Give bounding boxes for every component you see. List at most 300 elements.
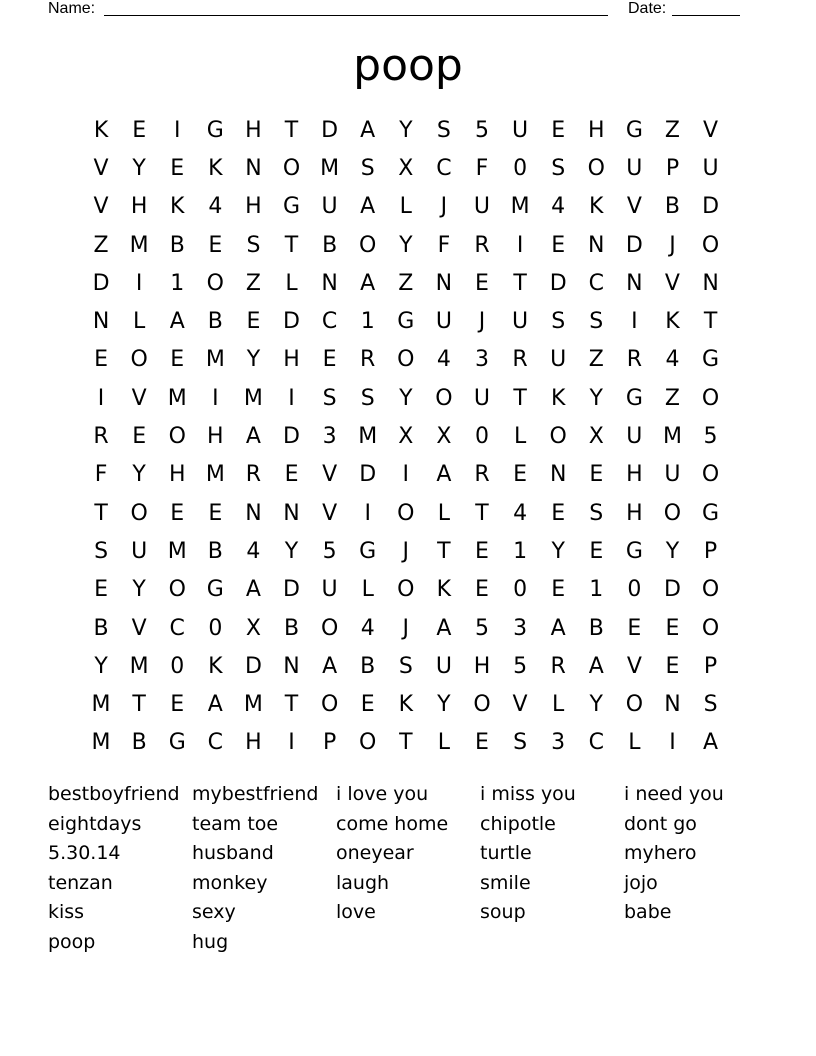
grid-letter: K <box>436 577 452 603</box>
grid-letter: M <box>205 462 225 488</box>
grid-letter: U <box>512 309 529 335</box>
grid-letter: S <box>589 309 604 335</box>
grid-letter: G <box>702 347 720 373</box>
grid-letter: O <box>701 385 720 411</box>
word-list-item: i miss you <box>480 783 576 805</box>
grid-letter: O <box>397 347 415 373</box>
grid-letter: A <box>169 309 185 335</box>
grid-letter: P <box>322 730 337 756</box>
grid-letter: Y <box>132 577 146 603</box>
grid-letter: K <box>170 194 185 220</box>
word-list-item: monkey <box>192 871 268 894</box>
grid-letter: I <box>288 730 295 756</box>
grid-letter: O <box>359 232 377 258</box>
grid-letter: 3 <box>551 730 566 756</box>
grid-letter: R <box>93 424 109 450</box>
grid-letter: U <box>435 653 452 679</box>
grid-letter: E <box>551 232 566 258</box>
word-list-item: kiss <box>48 901 85 924</box>
grid-letter: O <box>397 577 415 603</box>
grid-letter: 4 <box>513 500 528 526</box>
grid-letter: D <box>283 309 300 335</box>
grid-letter: O <box>625 692 644 718</box>
word-list-item: team toe <box>192 812 279 835</box>
grid-letter: I <box>402 462 410 488</box>
grid-letter: H <box>626 462 643 488</box>
grid-letter: Y <box>399 232 413 258</box>
grid-letter: V <box>626 194 642 220</box>
grid-letter: L <box>437 730 451 756</box>
name-field[interactable] <box>104 15 608 16</box>
grid-letter: O <box>130 347 148 373</box>
grid-letter: B <box>207 309 223 335</box>
grid-letter: E <box>170 692 185 718</box>
grid-letter: E <box>284 462 299 488</box>
grid-letter: U <box>664 462 681 488</box>
grid-letter: U <box>435 309 452 335</box>
grid-letter: T <box>284 692 299 718</box>
grid-letter: K <box>398 692 414 718</box>
grid-letter: 4 <box>436 347 451 373</box>
grid-letter: H <box>626 500 643 526</box>
word-list-item: love <box>336 901 376 924</box>
grid-letter: B <box>93 615 109 641</box>
grid-letter: Y <box>399 117 413 143</box>
grid-letter: Y <box>437 692 451 718</box>
grid-letter: E <box>551 500 566 526</box>
grid-letter: S <box>703 692 718 718</box>
grid-letter: M <box>167 538 187 564</box>
word-list-item: chipotle <box>480 812 556 835</box>
grid-letter: N <box>588 232 605 258</box>
grid-letter: S <box>436 117 451 143</box>
grid-letter: H <box>283 347 300 373</box>
word-list-item: jojo <box>624 871 658 894</box>
grid-letter: R <box>474 462 490 488</box>
grid-letter: Y <box>94 653 108 679</box>
grid-letter: O <box>701 232 720 258</box>
word-list-item: mybestfriend <box>192 783 319 805</box>
grid-letter: E <box>94 577 108 603</box>
grid-letter: M <box>205 347 225 373</box>
word-list-item: myhero <box>624 842 697 865</box>
grid-letter: E <box>170 155 185 181</box>
grid-letter: M <box>129 653 149 679</box>
grid-letter: I <box>364 500 371 526</box>
grid-letter: I <box>631 309 638 335</box>
grid-letter: E <box>513 462 528 488</box>
grid-letter: E <box>170 500 185 526</box>
grid-letter: 4 <box>360 615 375 641</box>
grid-letter: E <box>589 462 604 488</box>
grid-letter: M <box>358 424 378 450</box>
grid-letter: T <box>132 692 146 718</box>
grid-letter: E <box>475 577 489 603</box>
grid-letter: A <box>550 615 566 641</box>
date-field[interactable] <box>672 15 740 16</box>
grid-letter: S <box>551 309 566 335</box>
grid-letter: F <box>437 232 451 258</box>
grid-letter: M <box>167 385 187 411</box>
grid-letter: 1 <box>589 577 604 603</box>
grid-letter: J <box>478 309 486 335</box>
grid-letter: 3 <box>322 424 337 450</box>
grid-letter: E <box>665 653 680 679</box>
grid-letter: N <box>549 462 567 488</box>
grid-letter: O <box>168 424 186 450</box>
grid-letter: R <box>550 653 566 679</box>
grid-letter: G <box>168 730 186 756</box>
grid-letter: 0 <box>513 155 528 181</box>
grid-letter: T <box>513 385 527 411</box>
grid-letter: 4 <box>246 538 261 564</box>
grid-letter: T <box>703 309 718 335</box>
grid-letter: D <box>244 653 262 679</box>
grid-letter: Y <box>284 538 299 564</box>
grid-letter: S <box>513 730 528 756</box>
grid-letter: 0 <box>627 577 642 603</box>
word-list-item: 5.30.14 <box>48 842 121 865</box>
grid-letter: I <box>135 270 143 296</box>
grid-letter: S <box>360 385 375 411</box>
grid-letter: E <box>132 117 147 143</box>
grid-letter: H <box>207 424 224 450</box>
word-list-item: babe <box>624 901 672 924</box>
grid-letter: A <box>245 424 261 450</box>
grid-letter: Y <box>551 538 565 564</box>
word-list-item: husband <box>192 842 274 865</box>
grid-letter: V <box>703 117 719 143</box>
grid-letter: A <box>245 577 261 603</box>
grid-letter: D <box>702 194 720 220</box>
grid-letter: E <box>132 424 147 450</box>
grid-letter: E <box>551 577 566 603</box>
word-list-item: hug <box>192 930 229 953</box>
grid-letter: H <box>245 194 262 220</box>
grid-letter: D <box>359 462 377 488</box>
grid-letter: V <box>93 194 109 220</box>
grid-letter: G <box>206 577 224 603</box>
grid-letter: T <box>284 232 299 258</box>
grid-letter: D <box>92 270 110 296</box>
grid-letter: V <box>131 385 147 411</box>
grid-letter: Y <box>399 385 413 411</box>
grid-letter: U <box>321 577 338 603</box>
word-list <box>48 780 768 958</box>
grid-letter: O <box>168 577 186 603</box>
grid-letter: G <box>359 538 377 564</box>
grid-letter: E <box>246 309 261 335</box>
grid-letter: E <box>94 347 108 373</box>
grid-letter: M <box>91 692 111 718</box>
grid-letter: C <box>207 730 224 756</box>
grid-letter: E <box>589 538 604 564</box>
grid-letter: F <box>94 462 108 488</box>
grid-letter: J <box>402 538 410 564</box>
grid-letter: I <box>212 385 219 411</box>
page-title: poop <box>353 40 463 91</box>
grid-letter: A <box>207 692 223 718</box>
grid-letter: S <box>398 653 413 679</box>
grid-letter: S <box>360 155 375 181</box>
grid-letter: V <box>664 270 680 296</box>
word-list-item: tenzan <box>48 871 113 894</box>
grid-letter: L <box>552 692 565 718</box>
word-list-item: smile <box>480 871 531 894</box>
grid-letter: Y <box>589 692 603 718</box>
grid-letter: M <box>243 692 263 718</box>
grid-letter: N <box>321 270 338 296</box>
grid-letter: J <box>402 615 410 641</box>
grid-letter: X <box>398 155 414 181</box>
grid-letter: M <box>91 730 111 756</box>
grid-letter: O <box>320 692 339 718</box>
grid-letter: N <box>664 692 681 718</box>
grid-letter: 1 <box>513 538 528 564</box>
grid-letter: O <box>397 500 415 526</box>
grid-letter: V <box>322 462 338 488</box>
grid-letter: L <box>133 309 146 335</box>
grid-letter: Z <box>245 270 261 296</box>
grid-letter: J <box>669 232 676 258</box>
grid-letter: 5 <box>703 424 718 450</box>
grid-letter: E <box>208 232 223 258</box>
word-list-item: bestboyfriend <box>48 783 180 805</box>
grid-letter: D <box>625 232 643 258</box>
grid-letter: O <box>701 615 720 641</box>
grid-letter: N <box>245 155 262 181</box>
grid-letter: S <box>94 538 109 564</box>
grid-letter: I <box>97 385 105 411</box>
grid-letter: X <box>436 424 452 450</box>
grid-letter: R <box>512 347 528 373</box>
header <box>48 0 748 20</box>
word-list-item: oneyear <box>336 842 414 865</box>
grid-letter: S <box>589 500 604 526</box>
grid-letter: L <box>361 577 374 603</box>
grid-letter: T <box>437 538 451 564</box>
grid-letter: O <box>549 424 567 450</box>
grid-letter: N <box>245 500 262 526</box>
grid-letter: 0 <box>513 577 528 603</box>
grid-letter: O <box>282 155 301 181</box>
grid-letter: H <box>587 117 605 143</box>
grid-letter: K <box>93 117 109 143</box>
grid-letter: D <box>549 270 567 296</box>
grid-letter: T <box>475 500 489 526</box>
word-list-item: i love you <box>336 783 429 805</box>
grid-letter: 4 <box>665 347 680 373</box>
grid-letter: U <box>626 424 643 450</box>
grid-letter: E <box>475 270 489 296</box>
word-list-item: sexy <box>192 901 236 924</box>
grid-letter: G <box>206 117 224 143</box>
grid-letter: B <box>360 653 376 679</box>
grid-letter: V <box>322 500 338 526</box>
grid-letter: O <box>701 462 720 488</box>
grid-letter: G <box>282 194 301 220</box>
grid-letter: L <box>399 194 412 220</box>
grid-letter: 5 <box>322 538 337 564</box>
grid-letter: U <box>473 194 491 220</box>
word-list-item: laugh <box>336 871 390 894</box>
grid-letter: 5 <box>474 117 489 143</box>
grid-letter: S <box>322 385 337 411</box>
grid-letter: N <box>92 309 110 335</box>
grid-letter: C <box>588 730 604 756</box>
grid-letter: T <box>399 730 413 756</box>
grid-letter: U <box>550 347 567 373</box>
grid-letter: T <box>94 500 108 526</box>
grid-letter: R <box>626 347 642 373</box>
name-label: Name: <box>48 0 96 17</box>
grid-letter: N <box>435 270 453 296</box>
grid-letter: G <box>625 385 643 411</box>
grid-letter: Z <box>588 347 604 373</box>
grid-letter: 3 <box>474 347 489 373</box>
grid-letter: P <box>703 653 718 679</box>
grid-letter: D <box>321 117 339 143</box>
grid-letter: O <box>435 385 453 411</box>
grid-letter: G <box>625 117 643 143</box>
grid-letter: N <box>702 270 719 296</box>
grid-letter: E <box>665 615 680 641</box>
grid-letter: L <box>437 500 451 526</box>
grid-letter: M <box>662 424 682 450</box>
grid-letter: C <box>321 309 338 335</box>
grid-letter: G <box>702 500 720 526</box>
grid-letter: M <box>129 232 149 258</box>
grid-letter: I <box>669 730 676 756</box>
grid-letter: 5 <box>513 653 528 679</box>
grid-letter: I <box>173 117 181 143</box>
grid-letter: Z <box>93 232 109 258</box>
word-list-item: i need you <box>624 783 724 805</box>
grid-letter: Z <box>664 385 680 411</box>
grid-letter: P <box>703 538 718 564</box>
grid-letter: V <box>93 155 109 181</box>
grid-letter: 1 <box>360 309 375 335</box>
grid-letter: C <box>588 270 604 296</box>
grid-letter: Y <box>589 385 603 411</box>
grid-letter: 1 <box>170 270 185 296</box>
grid-letter: U <box>131 538 148 564</box>
grid-letter: I <box>516 232 524 258</box>
grid-letter: A <box>360 270 376 296</box>
grid-letter: Y <box>246 347 261 373</box>
grid-letter: S <box>246 232 261 258</box>
grid-letter: U <box>702 155 719 181</box>
grid-letter: A <box>436 615 452 641</box>
grid-letter: X <box>588 424 604 450</box>
grid-letter: U <box>473 385 491 411</box>
grid-letter: C <box>169 615 185 641</box>
grid-letter: H <box>130 194 148 220</box>
grid-letter: X <box>245 615 261 641</box>
grid-letter: V <box>131 615 147 641</box>
grid-letter: T <box>513 270 527 296</box>
grid-letter: C <box>436 155 452 181</box>
grid-letter: 3 <box>513 615 528 641</box>
grid-letter: 4 <box>208 194 223 220</box>
word-list-item: poop <box>48 930 96 953</box>
grid-letter: H <box>245 730 262 756</box>
grid-letter: E <box>360 692 375 718</box>
grid-letter: B <box>588 615 604 641</box>
grid-letter: K <box>550 385 566 411</box>
grid-letter: N <box>626 270 643 296</box>
grid-letter: B <box>664 194 680 220</box>
grid-letter: T <box>284 117 299 143</box>
grid-letter: E <box>475 538 489 564</box>
grid-letter: B <box>131 730 147 756</box>
grid-letter: K <box>589 194 604 220</box>
grid-letter: 0 <box>208 615 223 641</box>
grid-letter: B <box>207 538 223 564</box>
grid-letter: S <box>551 155 566 181</box>
grid-letter: E <box>475 730 489 756</box>
grid-letter: X <box>398 424 414 450</box>
grid-letter: Y <box>665 538 680 564</box>
grid-letter: Z <box>664 117 680 143</box>
grid-letter: O <box>206 270 224 296</box>
grid-letter: Z <box>398 270 414 296</box>
grid-letter: Y <box>132 155 146 181</box>
grid-letter: N <box>283 653 300 679</box>
grid-letter: H <box>473 653 491 679</box>
grid-letter: L <box>628 730 641 756</box>
grid-letter: A <box>360 117 376 143</box>
grid-letter: 0 <box>474 424 489 450</box>
grid-letter: M <box>510 194 530 220</box>
grid-letter: A <box>322 653 338 679</box>
word-list-item: soup <box>480 901 526 924</box>
grid-letter: U <box>626 155 643 181</box>
grid-letter: B <box>169 232 185 258</box>
grid-letter: M <box>243 385 263 411</box>
grid-letter: R <box>360 347 376 373</box>
grid-letter: V <box>512 692 528 718</box>
grid-letter: N <box>283 500 300 526</box>
grid-letter: 0 <box>170 653 185 679</box>
grid-letter: E <box>627 615 642 641</box>
grid-letter: D <box>283 577 300 603</box>
word-list-item: turtle <box>480 842 532 865</box>
grid-letter: A <box>703 730 719 756</box>
grid-letter: B <box>283 615 300 641</box>
grid-letter: E <box>322 347 337 373</box>
grid-letter: E <box>551 117 566 143</box>
date-label: Date: <box>628 0 667 17</box>
grid-letter: O <box>663 500 682 526</box>
grid-letter: U <box>512 117 529 143</box>
grid-letter: D <box>663 577 681 603</box>
grid-letter: O <box>701 577 720 603</box>
word-list-item: come home <box>336 812 449 835</box>
grid-letter: H <box>168 462 186 488</box>
grid-letter: K <box>665 309 680 335</box>
grid-letter: E <box>208 500 223 526</box>
grid-letter: A <box>436 462 452 488</box>
grid-letter: G <box>625 538 643 564</box>
grid-letter: E <box>170 347 185 373</box>
grid-letter: J <box>440 194 448 220</box>
grid-letter: L <box>285 270 298 296</box>
grid-letter: K <box>208 653 223 679</box>
grid-letter: 5 <box>474 615 489 641</box>
grid-letter: L <box>513 424 527 450</box>
grid-letter: R <box>474 232 490 258</box>
